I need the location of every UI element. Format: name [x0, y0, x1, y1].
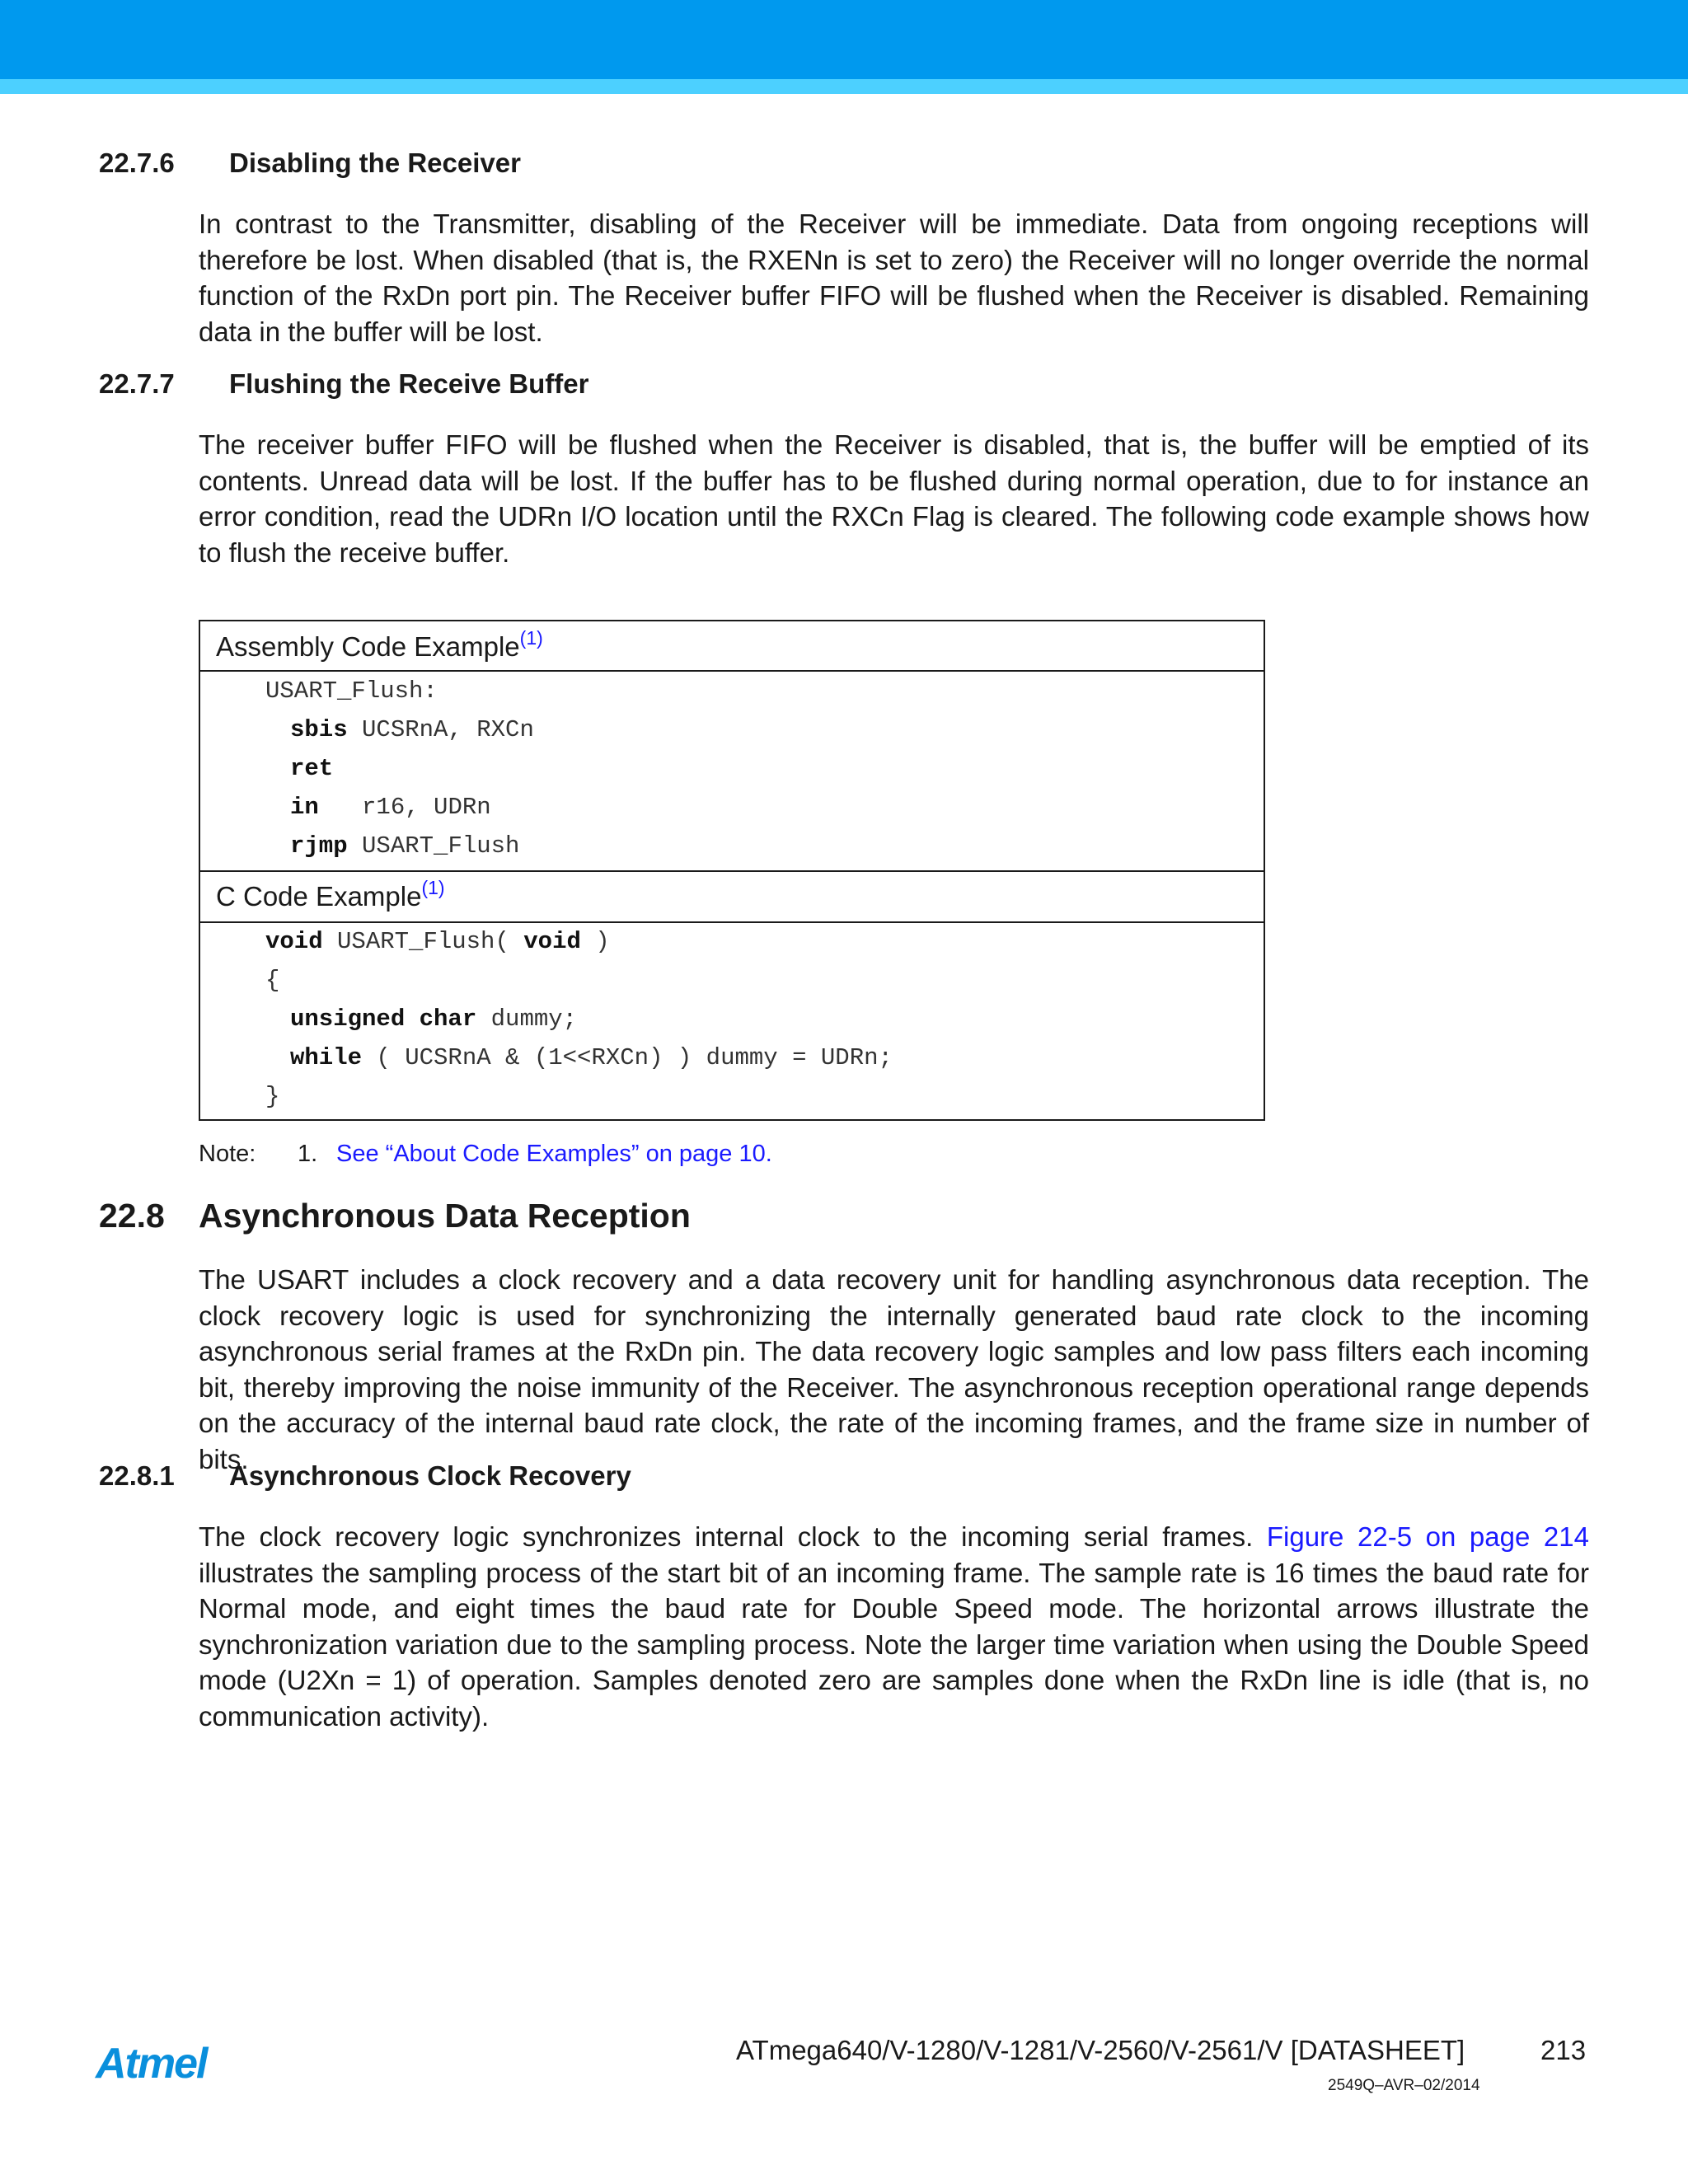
note-link[interactable]: See “About Code Examples” on page 10. — [336, 1141, 772, 1167]
code-keyword: while — [290, 1044, 363, 1071]
code-keyword: unsigned char — [290, 1005, 477, 1033]
code-keyword: void — [523, 928, 581, 955]
code-line — [290, 794, 491, 821]
code-line — [290, 1005, 577, 1033]
c-header-label: C Code Example — [216, 881, 422, 912]
code-line: { — [265, 967, 280, 994]
code-line: USART_Flush: — [265, 677, 438, 705]
section-body: The USART includes a clock recovery and a data recovery unit for handling asynchronous data reception. The clock recovery logic is used for synchronizing the internally generated baud rate clock to the incoming asynchronous serial frames at the RxDn pin. The data recovery logic samples and low pass filters each incoming bit, thereby improving the noise immunity of the Receiver. The asynchronous reception operational range depends on the accuracy of the internal baud rate clock, the rate of the incoming frames, and the frame size in number of bits. — [199, 1264, 1589, 1474]
section-number: 22.8.1 — [99, 1460, 175, 1491]
section-number: 22.8 — [99, 1197, 165, 1235]
atmel-logo: Atmel — [96, 2040, 207, 2088]
code-line — [290, 832, 519, 860]
code-operands: r16, UDRn — [318, 794, 491, 821]
divider — [200, 921, 1264, 923]
c-footnote-ref[interactable]: (1) — [421, 877, 445, 898]
code-text: ( UCSRnA & (1<<RXCn) ) dummy = UDRn; — [362, 1044, 893, 1071]
note-number: 1. — [298, 1141, 318, 1167]
footer-title: ATmega640/V-1280/V-1281/V-2560/V-2561/V [DATASHEET] — [736, 2035, 1465, 2065]
code-line — [290, 716, 534, 743]
section-body — [199, 1519, 1589, 1734]
code-line — [290, 755, 333, 782]
code-operands: USART_Flush — [347, 832, 520, 860]
code-text: dummy; — [476, 1005, 578, 1033]
code-keyword: in — [290, 794, 319, 821]
section-body: In contrast to the Transmitter, disabling of the Receiver will be immediate. Data from ongoing receptions will therefore be lost. When disabled (that is, the RXENn is set to zero) the Receiver will no longer override the normal function of the RxDn port pin. The Receiver buffer FIFO will be flushed when the Receiver is disabled. Remaining data in the buffer will be lost. — [199, 209, 1589, 347]
figure-link[interactable]: Figure 22-5 on page 214 — [1266, 1521, 1589, 1552]
note-label: Note: — [199, 1141, 256, 1167]
code-line — [290, 1044, 893, 1071]
code-example-table — [199, 620, 1265, 1121]
code-keyword: void — [265, 928, 323, 955]
code-text: ) — [580, 928, 610, 955]
header-band — [0, 79, 1688, 94]
section-title: Flushing the Receive Buffer — [229, 368, 589, 399]
section-number: 22.7.6 — [99, 148, 175, 178]
divider — [200, 670, 1264, 672]
page-number: 213 — [1540, 2035, 1587, 2065]
body-text: illustrates the sampling process of the start bit of an incoming frame. The sample rate is 16 times the baud rate for Normal mode, and eight times the baud rate for Double Speed mode. The horizontal arrows illustrate the synchronization variation due to the sampling process. Note the larger time variation when using the Double Speed mode (U2Xn = 1) of operation. Samples denoted zero are samples done when the RxDn line is idle (that is, no communication activity). — [199, 1557, 1589, 1732]
code-operands: UCSRnA, RXCn — [347, 716, 534, 743]
header-bar — [0, 0, 1688, 79]
body-text: The clock recovery logic synchronizes internal clock to the incoming serial frames. — [199, 1521, 1267, 1552]
section-title: Asynchronous Clock Recovery — [229, 1460, 631, 1491]
code-keyword: sbis — [290, 716, 348, 743]
code-line: } — [265, 1083, 280, 1110]
section-number: 22.7.7 — [99, 368, 175, 399]
asm-footnote-ref[interactable]: (1) — [519, 627, 543, 649]
section-title: Asynchronous Data Reception — [199, 1197, 691, 1235]
divider — [200, 870, 1264, 872]
asm-header — [216, 627, 543, 663]
document-code: 2549Q–AVR–02/2014 — [1328, 2077, 1480, 2094]
section-title: Disabling the Receiver — [229, 148, 521, 178]
code-keyword: ret — [290, 755, 334, 782]
asm-header-label: Assembly Code Example — [216, 631, 520, 662]
section-body: The receiver buffer FIFO will be flushed when the Receiver is disabled, that is, the buffer will be emptied of its contents. Unread data will be lost. If the buffer has to be flushed during normal operation, due to for instance an error condition, read the UDRn I/O location until the RXCn Flag is cleared. The following code example shows how to flush the receive buffer. — [199, 429, 1589, 568]
code-line — [265, 928, 610, 955]
code-text: USART_Flush( — [322, 928, 524, 955]
code-keyword: rjmp — [290, 832, 348, 860]
c-header — [216, 877, 445, 912]
